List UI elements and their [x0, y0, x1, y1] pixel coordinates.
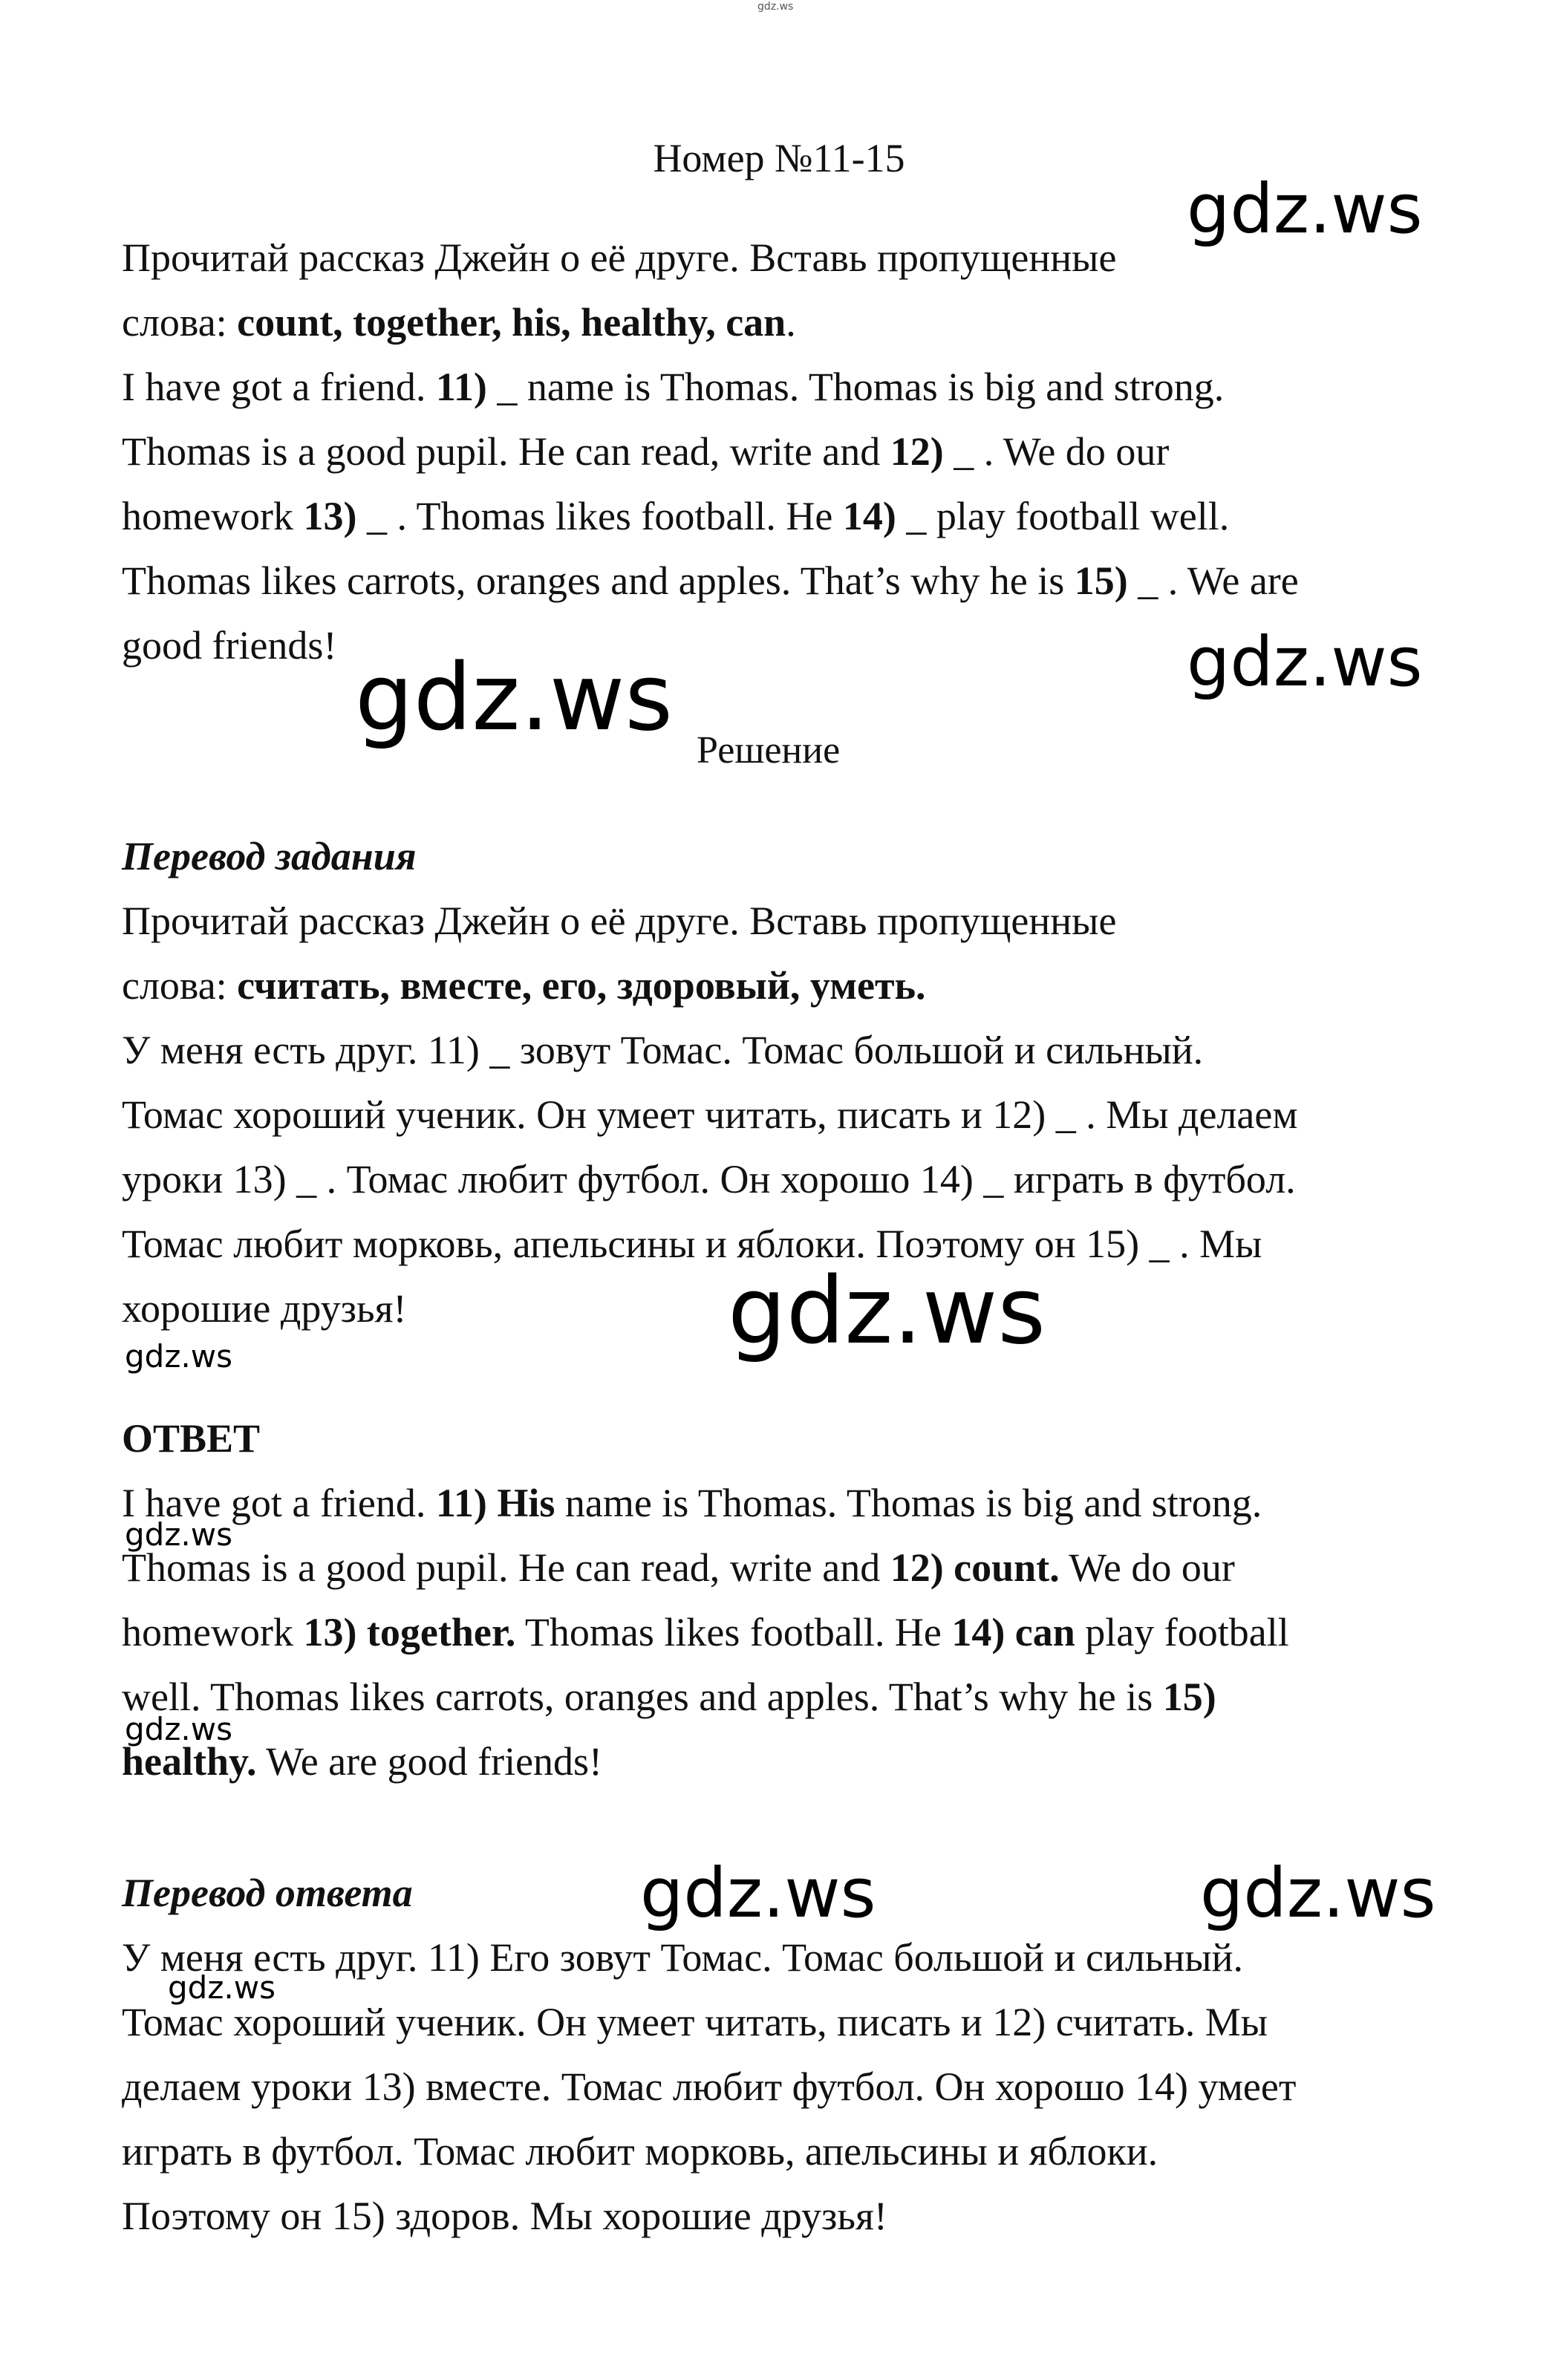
task-translation-line6: Томас любит морковь, апельсины и яблоки. Поэтому он 15) _ . Мы [122, 1222, 1262, 1266]
answer-translation-line2: Томас хороший ученик. Он умеет читать, писать и 12) считать. Мы [122, 2000, 1268, 2044]
answer-line1: I have got a friend. 11) His name is Thomas. Thomas is big and strong. [122, 1481, 1262, 1525]
watermark: gdz.ws [640, 1854, 876, 1933]
task-text-line5: good friends! [122, 623, 337, 668]
watermark: gdz.ws [355, 645, 673, 752]
task-translation-line5: уроки 13) _ . Томас любит футбол. Он хорошо 14) _ играть в футбол. [122, 1157, 1296, 1202]
task-translation-line7: хорошие друзья! [122, 1286, 407, 1331]
page-title: Номер №11-15 [653, 136, 905, 180]
task-translation-line2: слова: считать, вместе, его, здоровый, уметь. [122, 963, 926, 1008]
watermark: gdz.ws [1187, 169, 1423, 249]
answer-translation-line1: У меня есть друг. 11) Его зовут Томас. Томас большой и сильный. [122, 1935, 1243, 1980]
watermark: gdz.ws [125, 1516, 232, 1553]
solution-label: Решение [697, 729, 841, 772]
answer-heading: ОТВЕТ [122, 1416, 261, 1461]
answer-translation-line5: Поэтому он 15) здоров. Мы хорошие друзья! [122, 2194, 887, 2238]
watermark: gdz.ws [728, 1258, 1046, 1365]
task-text-line3: homework 13) _ . Thomas likes football. He 14) _ play football well. [122, 494, 1230, 538]
answer-translation-line3: делаем уроки 13) вместе. Томас любит футбол. Он хорошо 14) умеет [122, 2064, 1297, 2109]
task-text-line4: Thomas likes carrots, oranges and apples. That’s why he is 15) _ . We are [122, 558, 1299, 603]
task-translation-heading: Перевод задания [122, 834, 417, 878]
answer-line3: homework 13) together. Thomas likes football. He 14) can play football [122, 1610, 1289, 1654]
answer-line2: Thomas is a good pupil. He can read, write and 12) count. We do our [122, 1545, 1235, 1590]
watermark: gdz.ws [1187, 622, 1423, 702]
answer-translation-line4: играть в футбол. Томас любит морковь, апельсины и яблоки. [122, 2129, 1158, 2174]
answer-translation-heading: Перевод ответа [122, 1871, 413, 1915]
task-translation-line4: Томас хороший ученик. Он умеет читать, писать и 12) _ . Мы делаем [122, 1092, 1298, 1137]
task-text-line1: I have got a friend. 11) _ name is Thomas. Thomas is big and strong. [122, 365, 1225, 409]
task-translation-line3: У меня есть друг. 11) _ зовут Томас. Томас большой и сильный. [122, 1028, 1204, 1072]
watermark: gdz.ws [125, 1711, 232, 1747]
answer-line4: well. Thomas likes carrots, oranges and apples. That’s why he is 15) [122, 1675, 1216, 1719]
task-instruction-line1: Прочитай рассказ Джейн о её друге. Вставь пропущенные [122, 235, 1117, 280]
task-text-line2: Thomas is a good pupil. He can read, write and 12) _ . We do our [122, 429, 1170, 474]
answer-line5: healthy. We are good friends! [122, 1739, 603, 1784]
watermark: gdz.ws [168, 1969, 276, 2006]
watermark: gdz.ws [125, 1338, 232, 1375]
task-instruction-line2: слова: count, together, his, healthy, can. [122, 300, 796, 345]
watermark-top: gdz.ws [757, 1, 794, 13]
watermark: gdz.ws [1200, 1854, 1436, 1933]
task-translation-line1: Прочитай рассказ Джейн о её друге. Вставь пропущенные [122, 899, 1117, 943]
